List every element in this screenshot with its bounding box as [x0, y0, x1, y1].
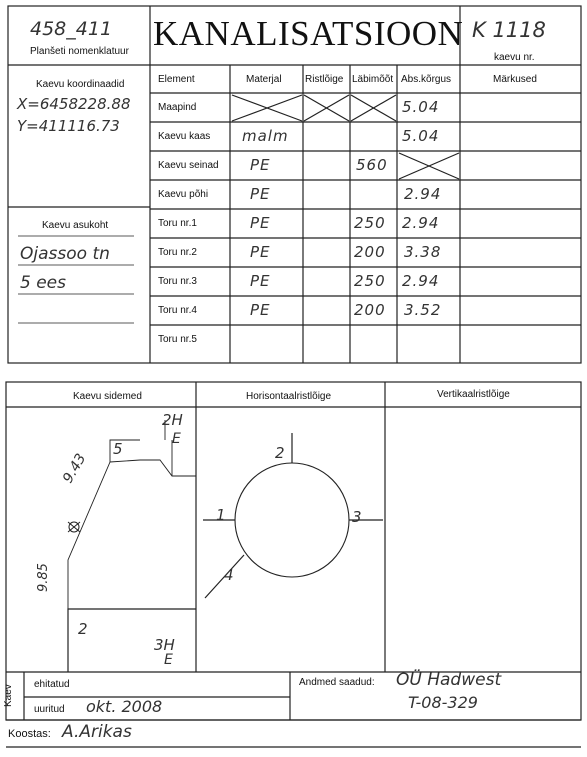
table-row-element: Toru nr.3	[158, 276, 197, 287]
building-number-2: 2	[78, 620, 88, 638]
well-side-label: Kaev	[3, 684, 14, 707]
table-row-diameter: 250	[354, 214, 386, 232]
surveyed-label: uuritud	[34, 704, 65, 715]
coordinate-y: Y=411116.73	[17, 117, 120, 135]
col-header-material: Materjal	[246, 74, 282, 85]
data-source-value-2: T-08-329	[408, 693, 478, 712]
building-number-5: 5	[113, 440, 123, 458]
pipe-label-4: 4	[224, 566, 234, 584]
table-row-material: PE	[250, 156, 271, 174]
table-row-element: Toru nr.5	[158, 334, 197, 345]
location-line-2: 5 ees	[20, 273, 66, 293]
surveyed-value: okt. 2008	[86, 697, 163, 716]
table-row-height: 3.38	[404, 243, 442, 261]
author-value: A.Arikas	[62, 722, 132, 742]
pipe-label-2: 2	[275, 444, 285, 462]
table-row-element: Toru nr.2	[158, 247, 197, 258]
author-label: Koostas:	[8, 728, 51, 740]
horizontal-section-label: Horisontaalristlõige	[246, 391, 332, 402]
distance-label-1: 9.43	[60, 451, 90, 486]
location-line-1: Ojassoo tn	[20, 244, 110, 264]
table-row-material: PE	[250, 272, 271, 290]
nomenclature-label: Planšeti nomenklatuur	[30, 46, 129, 57]
table-row-height: 5.04	[402, 98, 440, 116]
building-b-label: 3H	[154, 636, 175, 654]
table-row-material: PE	[250, 243, 271, 261]
table-row-element: Maapind	[158, 102, 197, 113]
col-header-diameter: Läbimõõt	[352, 74, 394, 85]
built-label: ehitatud	[34, 679, 70, 690]
table-row-material: malm	[242, 127, 289, 145]
page-title: KANALISATSIOON	[153, 14, 464, 53]
table-row-material: PE	[250, 185, 271, 203]
table-row-height: 2.94	[404, 185, 442, 203]
pipe-label-1: 1	[216, 506, 226, 524]
coordinates-label: Kaevu koordinaadid	[36, 79, 125, 90]
nomenclature-value: 458_411	[30, 18, 113, 40]
data-source-value-1: OÜ Hadwest	[396, 670, 502, 690]
table-row-element: Kaevu kaas	[158, 131, 211, 142]
col-header-abs-height: Abs.kõrgus	[401, 74, 452, 85]
table-row-diameter: 200	[354, 301, 386, 319]
table-row-material: PE	[250, 214, 271, 232]
well-number-label: kaevu nr.	[494, 52, 535, 63]
table-row-diameter: 250	[354, 272, 386, 290]
table-row-element: Toru nr.1	[158, 218, 197, 229]
col-header-element: Element	[158, 74, 195, 85]
well-number-value: K 1118	[472, 18, 546, 42]
table-row-element: Kaevu seinad	[158, 160, 219, 171]
table-row-material: PE	[250, 301, 271, 319]
building-a-label: 2H	[162, 411, 183, 429]
ties-section-label: Kaevu sidemed	[73, 391, 142, 402]
table-row-diameter: 560	[356, 156, 388, 174]
table-row-height: 2.94	[402, 214, 440, 232]
table-row-element: Kaevu põhi	[158, 189, 209, 200]
coordinate-x: X=6458228.88	[17, 95, 131, 113]
distance-label-2: 9.85	[36, 563, 51, 592]
table-row-element: Toru nr.4	[158, 305, 197, 316]
vertical-section-label: Vertikaalristlõige	[437, 389, 510, 400]
building-a-sub: E	[172, 431, 181, 447]
col-header-cross-section: Ristlõige	[305, 74, 344, 85]
table-row-diameter: 200	[354, 243, 386, 261]
data-source-label: Andmed saadud:	[299, 677, 375, 688]
col-header-remarks: Märkused	[493, 74, 537, 85]
location-label: Kaevu asukoht	[42, 220, 109, 231]
pipe-label-3: 3	[352, 508, 362, 526]
table-row-height: 3.52	[404, 301, 442, 319]
building-b-sub: E	[164, 652, 173, 668]
table-row-height: 2.94	[402, 272, 440, 290]
table-row-height: 5.04	[402, 127, 440, 145]
